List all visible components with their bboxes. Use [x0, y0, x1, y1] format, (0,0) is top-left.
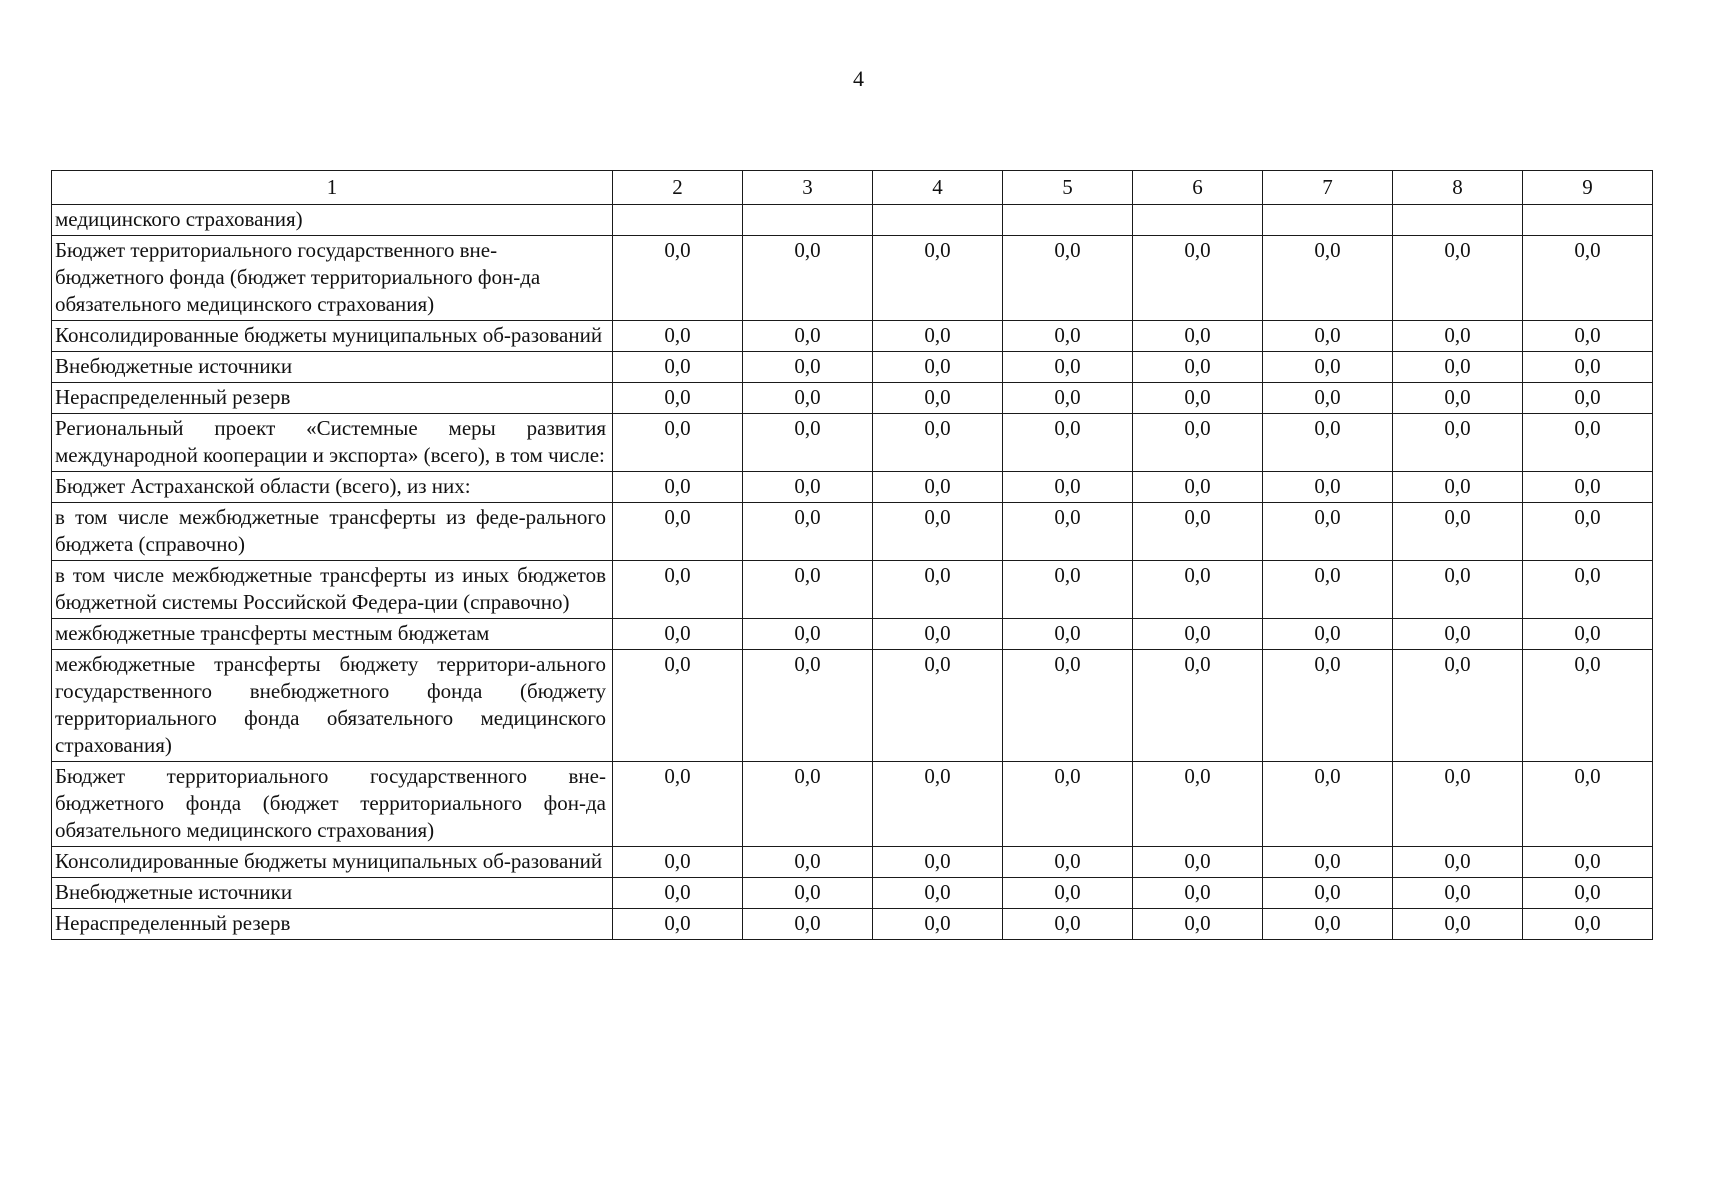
value-cell: [1263, 205, 1393, 236]
value-cell: 0,0: [873, 561, 1003, 619]
value-cell: [613, 205, 743, 236]
value-cell: 0,0: [1133, 383, 1263, 414]
row-label: Консолидированные бюджеты муниципальных об-разований: [52, 321, 613, 352]
row-label: межбюджетные трансферты местным бюджетам: [52, 619, 613, 650]
value-cell: 0,0: [613, 847, 743, 878]
value-cell: 0,0: [613, 650, 743, 762]
value-cell: 0,0: [613, 909, 743, 940]
value-cell: 0,0: [613, 503, 743, 561]
value-cell: 0,0: [1523, 352, 1653, 383]
value-cell: 0,0: [873, 503, 1003, 561]
value-cell: [743, 205, 873, 236]
value-cell: 0,0: [873, 650, 1003, 762]
value-cell: 0,0: [873, 878, 1003, 909]
value-cell: 0,0: [1003, 503, 1133, 561]
table-row: [52, 561, 1653, 619]
value-cell: 0,0: [1263, 472, 1393, 503]
value-cell: 0,0: [1263, 352, 1393, 383]
value-cell: 0,0: [613, 383, 743, 414]
row-label: в том числе межбюджетные трансферты из иных бюджетов бюджетной системы Российской Федера-ции (справочно): [52, 561, 613, 619]
row-label: Внебюджетные источники: [52, 878, 613, 909]
value-cell: 0,0: [613, 619, 743, 650]
value-cell: 0,0: [1263, 847, 1393, 878]
value-cell: 0,0: [1263, 383, 1393, 414]
value-cell: 0,0: [873, 909, 1003, 940]
value-cell: 0,0: [743, 414, 873, 472]
table-row: [52, 619, 1653, 650]
value-cell: 0,0: [743, 762, 873, 847]
value-cell: 0,0: [1523, 878, 1653, 909]
row-label: Бюджет территориального государственного вне-бюджетного фонда (бюджет территориального фон-да обязательного медицинского страхования): [52, 236, 613, 321]
table-row: [52, 414, 1653, 472]
value-cell: 0,0: [1393, 383, 1523, 414]
value-cell: 0,0: [1523, 414, 1653, 472]
page-number: 4: [853, 66, 864, 91]
column-header: 1: [52, 171, 613, 205]
row-label: Внебюджетные источники: [52, 352, 613, 383]
value-cell: 0,0: [873, 236, 1003, 321]
table-row: [52, 650, 1653, 762]
value-cell: 0,0: [1263, 321, 1393, 352]
value-cell: 0,0: [1133, 561, 1263, 619]
table-row: [52, 909, 1653, 940]
table-row: [52, 503, 1653, 561]
table-body: [52, 171, 1653, 940]
value-cell: 0,0: [1393, 561, 1523, 619]
value-cell: 0,0: [1263, 619, 1393, 650]
value-cell: 0,0: [743, 619, 873, 650]
value-cell: 0,0: [1393, 650, 1523, 762]
row-label: Бюджет Астраханской области (всего), из них:: [52, 472, 613, 503]
value-cell: 0,0: [873, 352, 1003, 383]
value-cell: 0,0: [613, 762, 743, 847]
value-cell: 0,0: [1523, 619, 1653, 650]
value-cell: 0,0: [873, 619, 1003, 650]
value-cell: 0,0: [1133, 878, 1263, 909]
value-cell: 0,0: [613, 321, 743, 352]
value-cell: 0,0: [873, 383, 1003, 414]
value-cell: 0,0: [1003, 847, 1133, 878]
column-header: 7: [1263, 171, 1393, 205]
value-cell: 0,0: [1263, 236, 1393, 321]
value-cell: 0,0: [873, 414, 1003, 472]
value-cell: 0,0: [1133, 650, 1263, 762]
value-cell: 0,0: [743, 472, 873, 503]
value-cell: 0,0: [1523, 503, 1653, 561]
value-cell: 0,0: [1003, 762, 1133, 847]
value-cell: 0,0: [613, 236, 743, 321]
column-header: 2: [613, 171, 743, 205]
value-cell: 0,0: [743, 909, 873, 940]
value-cell: 0,0: [873, 762, 1003, 847]
value-cell: 0,0: [1393, 619, 1523, 650]
value-cell: [1393, 205, 1523, 236]
value-cell: 0,0: [613, 878, 743, 909]
value-cell: 0,0: [613, 472, 743, 503]
value-cell: 0,0: [1263, 762, 1393, 847]
value-cell: [1523, 205, 1653, 236]
value-cell: 0,0: [613, 414, 743, 472]
column-header: 4: [873, 171, 1003, 205]
value-cell: 0,0: [1523, 847, 1653, 878]
value-cell: 0,0: [1003, 619, 1133, 650]
value-cell: 0,0: [1133, 472, 1263, 503]
table-row: [52, 878, 1653, 909]
row-label: медицинского страхования): [52, 205, 613, 236]
value-cell: 0,0: [743, 650, 873, 762]
value-cell: 0,0: [1393, 472, 1523, 503]
table-row: [52, 205, 1653, 236]
value-cell: 0,0: [1393, 321, 1523, 352]
value-cell: 0,0: [1523, 650, 1653, 762]
value-cell: [873, 205, 1003, 236]
value-cell: 0,0: [743, 352, 873, 383]
value-cell: 0,0: [613, 352, 743, 383]
value-cell: 0,0: [1003, 352, 1133, 383]
value-cell: 0,0: [873, 472, 1003, 503]
row-label: Региональный проект «Системные меры развития международной кооперации и экспорта» (всего), в том числе:: [52, 414, 613, 472]
column-header: 8: [1393, 171, 1523, 205]
value-cell: 0,0: [873, 847, 1003, 878]
row-label: межбюджетные трансферты бюджету территори-ального государственного внебюджетного фонда (бюджету территориального фонда обязательного медицинского страхования): [52, 650, 613, 762]
value-cell: 0,0: [1263, 503, 1393, 561]
table-row: [52, 762, 1653, 847]
value-cell: 0,0: [1133, 619, 1263, 650]
value-cell: 0,0: [1393, 503, 1523, 561]
value-cell: 0,0: [1003, 414, 1133, 472]
value-cell: 0,0: [1263, 414, 1393, 472]
value-cell: 0,0: [1003, 650, 1133, 762]
value-cell: 0,0: [1263, 878, 1393, 909]
row-label: в том числе межбюджетные трансферты из феде-рального бюджета (справочно): [52, 503, 613, 561]
value-cell: 0,0: [1133, 762, 1263, 847]
table-row: [52, 472, 1653, 503]
table-row: [52, 847, 1653, 878]
value-cell: 0,0: [1523, 236, 1653, 321]
value-cell: 0,0: [1133, 352, 1263, 383]
value-cell: 0,0: [1003, 383, 1133, 414]
column-header: 3: [743, 171, 873, 205]
value-cell: 0,0: [1523, 383, 1653, 414]
column-header: 9: [1523, 171, 1653, 205]
value-cell: [1133, 205, 1263, 236]
table-row: [52, 352, 1653, 383]
value-cell: 0,0: [1263, 909, 1393, 940]
value-cell: 0,0: [743, 878, 873, 909]
value-cell: 0,0: [1393, 878, 1523, 909]
value-cell: 0,0: [1133, 503, 1263, 561]
value-cell: 0,0: [743, 236, 873, 321]
value-cell: 0,0: [1133, 236, 1263, 321]
value-cell: 0,0: [1393, 909, 1523, 940]
value-cell: 0,0: [1393, 762, 1523, 847]
value-cell: 0,0: [743, 383, 873, 414]
table-row: [52, 236, 1653, 321]
budget-table: [51, 170, 1653, 940]
column-header: 5: [1003, 171, 1133, 205]
value-cell: 0,0: [1393, 847, 1523, 878]
value-cell: 0,0: [1393, 414, 1523, 472]
value-cell: 0,0: [743, 503, 873, 561]
value-cell: 0,0: [873, 321, 1003, 352]
value-cell: 0,0: [1263, 650, 1393, 762]
table-row: [52, 383, 1653, 414]
value-cell: 0,0: [743, 847, 873, 878]
value-cell: 0,0: [743, 321, 873, 352]
value-cell: 0,0: [743, 561, 873, 619]
value-cell: [1003, 205, 1133, 236]
value-cell: 0,0: [1003, 909, 1133, 940]
row-label: Бюджет территориального государственного вне-бюджетного фонда (бюджет территориального фон-да обязательного медицинского страхования): [52, 762, 613, 847]
value-cell: 0,0: [1003, 321, 1133, 352]
value-cell: 0,0: [1133, 909, 1263, 940]
value-cell: 0,0: [1003, 878, 1133, 909]
value-cell: 0,0: [1523, 762, 1653, 847]
value-cell: 0,0: [1393, 352, 1523, 383]
value-cell: 0,0: [1003, 561, 1133, 619]
column-header: 6: [1133, 171, 1263, 205]
value-cell: 0,0: [1133, 321, 1263, 352]
value-cell: 0,0: [1393, 236, 1523, 321]
value-cell: 0,0: [1263, 561, 1393, 619]
value-cell: 0,0: [1133, 847, 1263, 878]
value-cell: 0,0: [613, 561, 743, 619]
table-header-row: [52, 171, 1653, 205]
row-label: Нераспределенный резерв: [52, 383, 613, 414]
row-label: Нераспределенный резерв: [52, 909, 613, 940]
table-row: [52, 321, 1653, 352]
row-label: Консолидированные бюджеты муниципальных об-разований: [52, 847, 613, 878]
value-cell: 0,0: [1003, 236, 1133, 321]
value-cell: 0,0: [1523, 472, 1653, 503]
value-cell: 0,0: [1133, 414, 1263, 472]
value-cell: 0,0: [1003, 472, 1133, 503]
value-cell: 0,0: [1523, 321, 1653, 352]
value-cell: 0,0: [1523, 909, 1653, 940]
value-cell: 0,0: [1523, 561, 1653, 619]
